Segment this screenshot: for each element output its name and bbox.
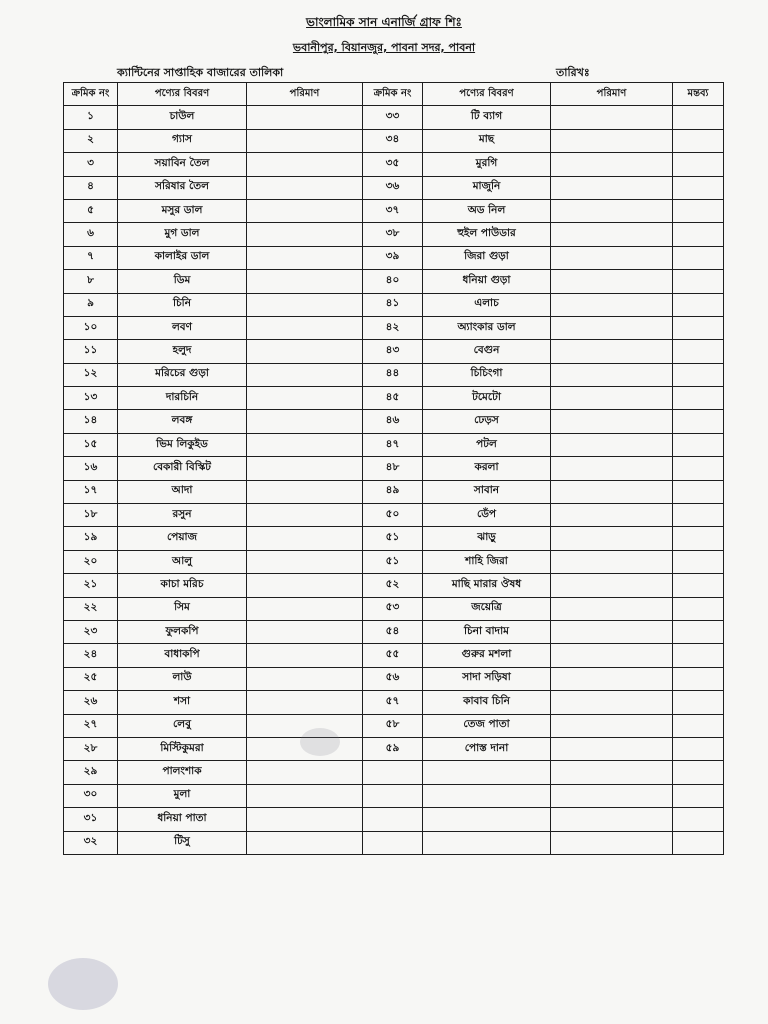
item-cell: টিসু	[118, 831, 247, 854]
serial-cell-2: ৪২	[363, 316, 423, 339]
remarks-cell	[673, 316, 724, 339]
remarks-cell	[673, 410, 724, 433]
quantity-cell-2	[551, 270, 673, 293]
item-cell: মুগ ডাল	[118, 223, 247, 246]
list-title: ক্যান্টিনের সাপ্তাহিক বাজারের তালিকা	[117, 66, 284, 79]
item-cell: ভিম লিকুইড	[118, 433, 247, 456]
quantity-cell-2	[551, 340, 673, 363]
col-header-item-2: পণ্যের বিবরণ	[423, 83, 551, 106]
quantity-cell	[247, 550, 363, 573]
serial-cell: ২৮	[64, 737, 118, 760]
remarks-cell	[673, 457, 724, 480]
table-row	[64, 246, 724, 269]
serial-cell-2: ৪৪	[363, 363, 423, 386]
quantity-cell	[247, 410, 363, 433]
item-cell-2: কাবাব চিনি	[423, 691, 551, 714]
serial-cell: ২৭	[64, 714, 118, 737]
item-cell-2: পোস্ত দানা	[423, 737, 551, 760]
quantity-cell-2	[551, 433, 673, 456]
serial-cell: ৪	[64, 176, 118, 199]
table-row	[64, 714, 724, 737]
item-cell-2: ঝাড়ু	[423, 527, 551, 550]
scan-smudge	[48, 958, 118, 1010]
quantity-cell-2	[551, 246, 673, 269]
table-row	[64, 480, 724, 503]
serial-cell-2: ৪০	[363, 270, 423, 293]
quantity-cell-2	[551, 691, 673, 714]
serial-cell: ২৩	[64, 620, 118, 643]
item-cell-2: শাহি জিরা	[423, 550, 551, 573]
table-row	[64, 293, 724, 316]
table-row	[64, 363, 724, 386]
item-cell-2: ঢেড়স	[423, 410, 551, 433]
table-row	[64, 597, 724, 620]
table-row	[64, 667, 724, 690]
serial-cell-2: ৪৭	[363, 433, 423, 456]
serial-cell-2: ৫৫	[363, 644, 423, 667]
item-cell-2: মাছ	[423, 129, 551, 152]
quantity-cell	[247, 246, 363, 269]
item-cell: হলুদ	[118, 340, 247, 363]
item-cell-2: অ্যাংকার ডাল	[423, 316, 551, 339]
quantity-cell-2	[551, 714, 673, 737]
remarks-cell	[673, 153, 724, 176]
item-cell: আলু	[118, 550, 247, 573]
quantity-cell	[247, 223, 363, 246]
col-header-quantity: পরিমাণ	[247, 83, 363, 106]
table-row	[64, 433, 724, 456]
serial-cell: ২৪	[64, 644, 118, 667]
quantity-cell	[247, 784, 363, 807]
remarks-cell	[673, 527, 724, 550]
serial-cell: ১৬	[64, 457, 118, 480]
serial-cell-2	[363, 784, 423, 807]
serial-cell: ৩১	[64, 808, 118, 831]
item-cell: লবঙ্গ	[118, 410, 247, 433]
quantity-cell	[247, 644, 363, 667]
serial-cell-2: ৪৩	[363, 340, 423, 363]
remarks-cell	[673, 129, 724, 152]
remarks-cell	[673, 246, 724, 269]
quantity-cell	[247, 293, 363, 316]
table-row	[64, 574, 724, 597]
item-cell: চাউল	[118, 106, 247, 129]
item-cell-2: মুরগি	[423, 153, 551, 176]
table-row	[64, 410, 724, 433]
item-cell-2: ডেঁপ	[423, 504, 551, 527]
table-row	[64, 761, 724, 784]
quantity-cell-2	[551, 667, 673, 690]
table-row	[64, 644, 724, 667]
remarks-cell	[673, 620, 724, 643]
quantity-cell-2	[551, 831, 673, 854]
item-cell-2	[423, 808, 551, 831]
remarks-cell	[673, 831, 724, 854]
serial-cell-2: ৫৬	[363, 667, 423, 690]
quantity-cell-2	[551, 737, 673, 760]
table-header-row	[64, 83, 724, 106]
scan-smudge	[300, 728, 340, 756]
table-row	[64, 153, 724, 176]
quantity-cell-2	[551, 550, 673, 573]
serial-cell-2: ৫১	[363, 550, 423, 573]
serial-cell: ২২	[64, 597, 118, 620]
remarks-cell	[673, 433, 724, 456]
item-cell: দারচিনি	[118, 387, 247, 410]
serial-cell: ১৫	[64, 433, 118, 456]
quantity-cell-2	[551, 316, 673, 339]
quantity-cell-2	[551, 363, 673, 386]
quantity-cell-2	[551, 410, 673, 433]
institution-address: ভবানীপুর, বিয়ানজুর, পাবনা সদর, পাবনা	[292, 41, 476, 54]
quantity-cell	[247, 106, 363, 129]
serial-cell: ১২	[64, 363, 118, 386]
serial-cell: ৬	[64, 223, 118, 246]
serial-cell: ২৬	[64, 691, 118, 714]
serial-cell: ১৮	[64, 504, 118, 527]
item-cell-2: চিনা বাদাম	[423, 620, 551, 643]
quantity-cell-2	[551, 480, 673, 503]
remarks-cell	[673, 270, 724, 293]
item-cell: চিনি	[118, 293, 247, 316]
item-cell: আদা	[118, 480, 247, 503]
serial-cell-2: ৪৮	[363, 457, 423, 480]
quantity-cell	[247, 527, 363, 550]
quantity-cell	[247, 504, 363, 527]
serial-cell-2: ৫৯	[363, 737, 423, 760]
table-row	[64, 620, 724, 643]
table-body	[64, 106, 724, 855]
table-row	[64, 784, 724, 807]
serial-cell-2: ৩৩	[363, 106, 423, 129]
quantity-cell-2	[551, 153, 673, 176]
quantity-cell	[247, 808, 363, 831]
remarks-cell	[673, 223, 724, 246]
item-cell: কাচা মরিচ	[118, 574, 247, 597]
col-header-quantity-2: পরিমাণ	[551, 83, 673, 106]
serial-cell-2	[363, 761, 423, 784]
quantity-cell	[247, 761, 363, 784]
serial-cell-2: ৩৪	[363, 129, 423, 152]
remarks-cell	[673, 667, 724, 690]
serial-cell: ১০	[64, 316, 118, 339]
remarks-cell	[673, 480, 724, 503]
quantity-cell	[247, 199, 363, 222]
date-label: তারিখঃ	[556, 66, 590, 79]
quantity-cell-2	[551, 223, 673, 246]
quantity-cell-2	[551, 808, 673, 831]
quantity-cell	[247, 129, 363, 152]
remarks-cell	[673, 387, 724, 410]
quantity-cell	[247, 340, 363, 363]
item-cell-2: সাদা সড়িষা	[423, 667, 551, 690]
quantity-cell	[247, 691, 363, 714]
quantity-cell-2	[551, 199, 673, 222]
table-row	[64, 504, 724, 527]
serial-cell: ৭	[64, 246, 118, 269]
serial-cell: ৩	[64, 153, 118, 176]
serial-cell: ৩২	[64, 831, 118, 854]
quantity-cell-2	[551, 387, 673, 410]
quantity-cell-2	[551, 574, 673, 597]
item-cell: লেবু	[118, 714, 247, 737]
serial-cell: ৯	[64, 293, 118, 316]
item-cell: ধনিয়া পাতা	[118, 808, 247, 831]
item-cell-2: অড নিল	[423, 199, 551, 222]
serial-cell: ৫	[64, 199, 118, 222]
item-cell: সিম	[118, 597, 247, 620]
serial-cell-2: ৩৭	[363, 199, 423, 222]
quantity-cell-2	[551, 176, 673, 199]
serial-cell-2: ৫৪	[363, 620, 423, 643]
item-cell-2: মাছি মারার ঔষধ	[423, 574, 551, 597]
item-cell-2	[423, 784, 551, 807]
serial-cell: ২	[64, 129, 118, 152]
remarks-cell	[673, 504, 724, 527]
quantity-cell-2	[551, 644, 673, 667]
table-row	[64, 270, 724, 293]
quantity-cell	[247, 270, 363, 293]
item-cell-2: পটল	[423, 433, 551, 456]
item-cell: সয়াবিন তৈল	[118, 153, 247, 176]
quantity-cell	[247, 457, 363, 480]
quantity-cell-2	[551, 597, 673, 620]
item-cell: মুলা	[118, 784, 247, 807]
quantity-cell	[247, 433, 363, 456]
quantity-cell	[247, 831, 363, 854]
remarks-cell	[673, 363, 724, 386]
item-cell: বেকারী বিস্কিট	[118, 457, 247, 480]
market-list-table	[63, 82, 724, 855]
quantity-cell	[247, 387, 363, 410]
quantity-cell	[247, 153, 363, 176]
table-row	[64, 176, 724, 199]
remarks-cell	[673, 597, 724, 620]
quantity-cell	[247, 480, 363, 503]
serial-cell-2: ৪১	[363, 293, 423, 316]
table-row	[64, 808, 724, 831]
quantity-cell	[247, 667, 363, 690]
serial-cell-2: ৪৬	[363, 410, 423, 433]
serial-cell: ৮	[64, 270, 118, 293]
quantity-cell	[247, 176, 363, 199]
table-row	[64, 737, 724, 760]
quantity-cell	[247, 620, 363, 643]
serial-cell-2: ৩৯	[363, 246, 423, 269]
serial-cell: ১৪	[64, 410, 118, 433]
quantity-cell	[247, 597, 363, 620]
quantity-cell-2	[551, 784, 673, 807]
remarks-cell	[673, 550, 724, 573]
item-cell-2: সাবান	[423, 480, 551, 503]
serial-cell: ১৩	[64, 387, 118, 410]
quantity-cell-2	[551, 106, 673, 129]
remarks-cell	[673, 737, 724, 760]
serial-cell-2: ৫৩	[363, 597, 423, 620]
table-row	[64, 316, 724, 339]
remarks-cell	[673, 691, 724, 714]
quantity-cell-2	[551, 620, 673, 643]
quantity-cell	[247, 574, 363, 597]
remarks-cell	[673, 808, 724, 831]
remarks-cell	[673, 340, 724, 363]
item-cell: পেয়াজ	[118, 527, 247, 550]
table-row	[64, 199, 724, 222]
item-cell: ফুলকপি	[118, 620, 247, 643]
col-header-remarks: মন্তব্য	[673, 83, 724, 106]
remarks-cell	[673, 644, 724, 667]
col-header-item: পণ্যের বিবরণ	[118, 83, 247, 106]
quantity-cell	[247, 316, 363, 339]
table-row	[64, 106, 724, 129]
serial-cell-2: ৫৮	[363, 714, 423, 737]
item-cell: বাধাকপি	[118, 644, 247, 667]
serial-cell: ২১	[64, 574, 118, 597]
item-cell-2: বেগুন	[423, 340, 551, 363]
item-cell-2: জয়েত্রি	[423, 597, 551, 620]
serial-cell-2: ৩৮	[363, 223, 423, 246]
table-row	[64, 457, 724, 480]
item-cell: লবণ	[118, 316, 247, 339]
serial-cell-2: ৩৬	[363, 176, 423, 199]
serial-cell-2: ৫১	[363, 527, 423, 550]
serial-cell-2	[363, 808, 423, 831]
item-cell-2: করলা	[423, 457, 551, 480]
item-cell: রসুন	[118, 504, 247, 527]
item-cell-2: টি ব্যাগ	[423, 106, 551, 129]
table-row	[64, 340, 724, 363]
serial-cell-2: ৩৫	[363, 153, 423, 176]
col-header-serial: ক্রমিক নং	[64, 83, 118, 106]
item-cell-2: জিরা গুড়া	[423, 246, 551, 269]
remarks-cell	[673, 761, 724, 784]
table-row	[64, 691, 724, 714]
serial-cell-2: ৫৭	[363, 691, 423, 714]
quantity-cell-2	[551, 457, 673, 480]
institution-name: ভাংলামিক সান এনার্জি গ্রাফ শিঃ	[306, 15, 462, 29]
item-cell: পালংশাক	[118, 761, 247, 784]
item-cell-2: মাজুনি	[423, 176, 551, 199]
serial-cell: ১	[64, 106, 118, 129]
quantity-cell-2	[551, 527, 673, 550]
remarks-cell	[673, 293, 724, 316]
item-cell-2: টমেটো	[423, 387, 551, 410]
item-cell: মিস্টিকুমরা	[118, 737, 247, 760]
serial-cell-2: ৫০	[363, 504, 423, 527]
item-cell: গ্যাস	[118, 129, 247, 152]
serial-cell: ২৫	[64, 667, 118, 690]
item-cell: মসুর ডাল	[118, 199, 247, 222]
item-cell-2: চিচিংগা	[423, 363, 551, 386]
table-row	[64, 223, 724, 246]
serial-cell: ২০	[64, 550, 118, 573]
remarks-cell	[673, 574, 724, 597]
item-cell: সরিষার তৈল	[118, 176, 247, 199]
serial-cell: ৩০	[64, 784, 118, 807]
serial-cell: ১৯	[64, 527, 118, 550]
item-cell-2: গুরুর মশলা	[423, 644, 551, 667]
table-row	[64, 527, 724, 550]
item-cell: মরিচের গুড়া	[118, 363, 247, 386]
table-row	[64, 387, 724, 410]
serial-cell-2: ৪৫	[363, 387, 423, 410]
quantity-cell-2	[551, 129, 673, 152]
serial-cell: ১৭	[64, 480, 118, 503]
item-cell: ডিম	[118, 270, 247, 293]
col-header-serial-2: ক্রমিক নং	[363, 83, 423, 106]
item-cell-2	[423, 761, 551, 784]
serial-cell-2: ৪৯	[363, 480, 423, 503]
item-cell-2: ধনিয়া গুড়া	[423, 270, 551, 293]
serial-cell-2	[363, 831, 423, 854]
quantity-cell-2	[551, 293, 673, 316]
item-cell-2	[423, 831, 551, 854]
quantity-cell-2	[551, 504, 673, 527]
table-row	[64, 550, 724, 573]
item-cell: লাউ	[118, 667, 247, 690]
remarks-cell	[673, 714, 724, 737]
table-row	[64, 831, 724, 854]
item-cell-2: হুইল পাউডার	[423, 223, 551, 246]
table-row	[64, 129, 724, 152]
remarks-cell	[673, 784, 724, 807]
quantity-cell	[247, 363, 363, 386]
item-cell-2: তেজ পাতা	[423, 714, 551, 737]
item-cell-2: এলাচ	[423, 293, 551, 316]
quantity-cell-2	[551, 761, 673, 784]
serial-cell: ২৯	[64, 761, 118, 784]
serial-cell-2: ৫২	[363, 574, 423, 597]
serial-cell: ১১	[64, 340, 118, 363]
remarks-cell	[673, 199, 724, 222]
item-cell: কালাইর ডাল	[118, 246, 247, 269]
item-cell: শসা	[118, 691, 247, 714]
remarks-cell	[673, 106, 724, 129]
remarks-cell	[673, 176, 724, 199]
